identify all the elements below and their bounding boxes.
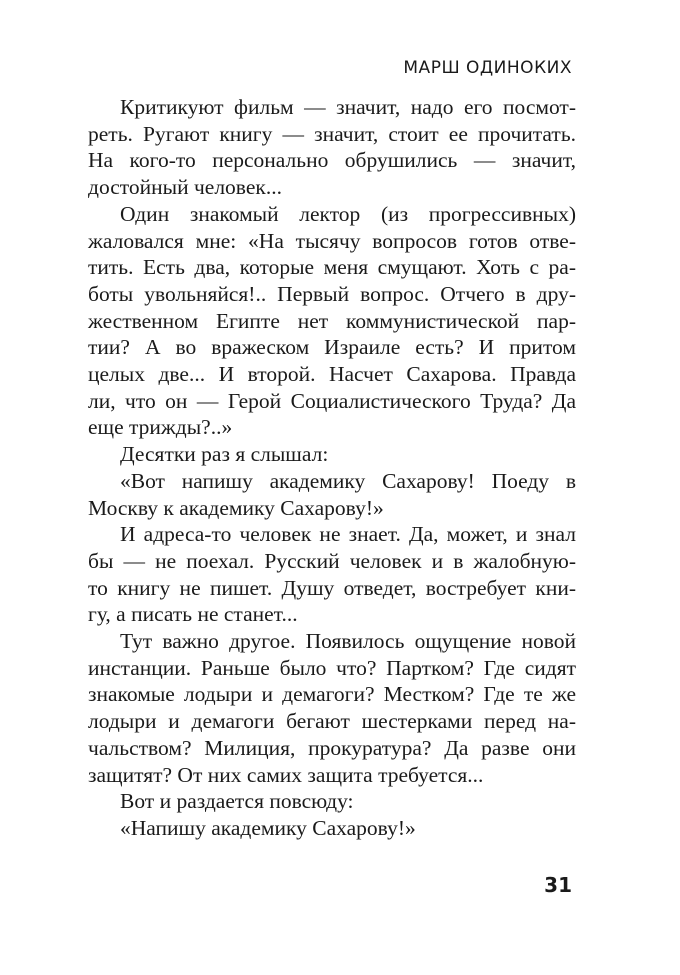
- paragraph: [88, 468, 576, 521]
- text-line: достойный человек...: [88, 175, 282, 200]
- text-line: «Вот напишу академику Сахарову! Поеду в: [120, 468, 576, 493]
- text-line: еще трижды?..»: [88, 415, 233, 440]
- text-line: гу, а писать не станет...: [88, 602, 298, 627]
- paragraph: [88, 94, 576, 201]
- text-line: боты увольняйся!.. Первый вопрос. Отчего в дру-: [88, 281, 576, 306]
- text-line: знакомые лодыри и демагоги? Местком? Где те же: [88, 682, 576, 707]
- text-line: реть. Ругают книгу — значит, стоит ее прочитать.: [88, 121, 576, 146]
- text-line: инстанции. Раньше было что? Партком? Где сидят: [88, 655, 576, 680]
- text-line: Один знакомый лектор (из прогрессивных): [120, 201, 576, 226]
- text-line: Москву к академику Сахарову!»: [88, 495, 384, 520]
- paragraph: [88, 521, 576, 628]
- text-line: Вот и раздается повсюду:: [120, 789, 354, 814]
- text-line: защитят? От них самих защита требуется...: [88, 762, 484, 787]
- text-line: бы — не поехал. Русский человек и в жалобную-: [88, 548, 576, 573]
- text-line: «Напишу академику Сахарову!»: [120, 815, 416, 840]
- paragraph: [88, 201, 576, 441]
- text-line: жаловался мне: «На тысячу вопросов готов отве-: [88, 228, 576, 253]
- paragraph: [88, 815, 576, 842]
- text-line: жественном Египте нет коммунистической пар-: [88, 308, 576, 333]
- text-line: Тут важно другое. Появилось ощущение новой: [120, 629, 576, 654]
- text-line: На кого-то персонально обрушились — значит,: [88, 148, 576, 173]
- text-line: ли, что он — Герой Социалистического Труда? Да: [88, 388, 576, 413]
- running-head: МАРШ ОДИНОКИХ: [403, 58, 572, 78]
- paragraph: [88, 628, 576, 788]
- paragraph: [88, 788, 576, 815]
- text-line: Десятки раз я слышал:: [120, 442, 329, 467]
- text-line: целых две... И второй. Насчет Сахарова. Правда: [88, 362, 576, 387]
- text-line: тии? А во вражеском Израиле есть? И притом: [88, 335, 576, 360]
- page-number: 31: [544, 873, 572, 897]
- paragraph: [88, 441, 576, 468]
- text-line: тить. Есть два, которые меня смущают. Хоть с ра-: [88, 255, 576, 280]
- text-line: Критикуют фильм — значит, надо его посмот-: [120, 95, 576, 119]
- text-line: то книгу не пишет. Душу отведет, востребует кни-: [88, 575, 576, 600]
- text-line: лодыри и демагоги бегают шестерками перед на-: [88, 709, 576, 734]
- text-line: чальством? Милиция, прокуратура? Да разве они: [88, 735, 576, 760]
- body-text: [88, 94, 576, 842]
- text-line: И адреса-то человек не знает. Да, может, и знал: [120, 522, 576, 547]
